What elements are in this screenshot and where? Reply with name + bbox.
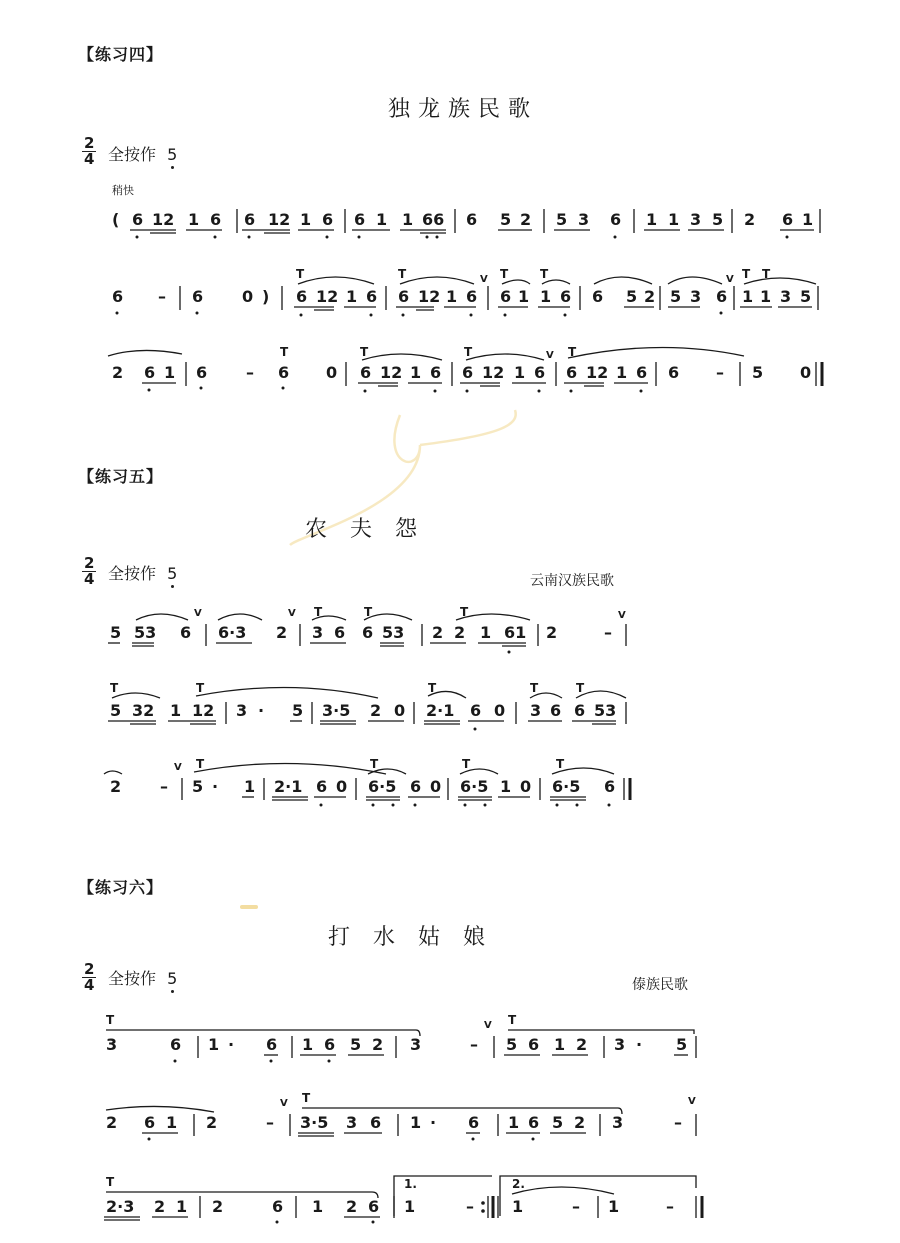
svg-text:T: T xyxy=(462,757,471,771)
svg-text:3: 3 xyxy=(410,1035,422,1054)
svg-text:6: 6 xyxy=(528,1113,540,1132)
svg-text:V: V xyxy=(288,608,296,619)
svg-text:12: 12 xyxy=(586,363,609,382)
svg-text:6: 6 xyxy=(192,287,204,306)
exercise-6-staff-line-1 xyxy=(0,1010,900,1068)
exercise-4-staff-line-3 xyxy=(0,342,900,398)
svg-text:2: 2 xyxy=(206,1113,218,1132)
svg-text:1: 1 xyxy=(164,363,176,382)
svg-text:2: 2 xyxy=(520,210,532,229)
svg-text:1: 1 xyxy=(608,1197,620,1216)
fingering-label: 全按作 xyxy=(108,564,157,583)
svg-text:6: 6 xyxy=(528,1035,540,1054)
svg-text:2: 2 xyxy=(346,1197,358,1216)
svg-text:–: – xyxy=(266,1113,274,1132)
svg-text:6·3: 6·3 xyxy=(218,623,247,642)
svg-text:1: 1 xyxy=(646,210,658,229)
svg-text:6: 6 xyxy=(716,287,728,306)
svg-text:V: V xyxy=(194,608,202,619)
exercise-5-label: 【练习五】 xyxy=(78,467,164,486)
svg-text:6: 6 xyxy=(112,287,124,306)
svg-text:T: T xyxy=(762,268,771,281)
svg-text:2: 2 xyxy=(372,1035,384,1054)
svg-text:T: T xyxy=(742,268,751,281)
svg-text:–: – xyxy=(160,777,168,796)
svg-text:1: 1 xyxy=(446,287,458,306)
svg-text:6: 6 xyxy=(398,287,410,306)
svg-text:3: 3 xyxy=(530,701,542,720)
svg-text:0: 0 xyxy=(800,363,812,382)
svg-text:6: 6 xyxy=(636,363,648,382)
exercise-5-fingering xyxy=(108,561,177,584)
svg-text:3: 3 xyxy=(106,1035,118,1054)
svg-text:2: 2 xyxy=(454,623,466,642)
exercise-6-title: 打 水 姑 娘 xyxy=(328,925,493,950)
svg-text:T: T xyxy=(500,268,509,281)
watermark-mark xyxy=(240,905,258,909)
time-sig-top: 2 xyxy=(84,554,95,572)
svg-text:6: 6 xyxy=(244,210,256,229)
svg-text:2·3: 2·3 xyxy=(106,1197,135,1216)
svg-text:1: 1 xyxy=(188,210,200,229)
svg-text:1: 1 xyxy=(166,1113,178,1132)
svg-text:1: 1 xyxy=(512,1197,524,1216)
svg-text:0: 0 xyxy=(394,701,406,720)
svg-text:T: T xyxy=(370,757,379,771)
svg-text:6: 6 xyxy=(566,363,578,382)
svg-text:6: 6 xyxy=(370,1113,382,1132)
svg-text:1: 1 xyxy=(312,1197,324,1216)
svg-text:1: 1 xyxy=(554,1035,566,1054)
fingering-note: 5 xyxy=(167,969,178,988)
svg-text:12: 12 xyxy=(482,363,505,382)
svg-text:6: 6 xyxy=(782,210,794,229)
exercise-4-label: 【练习四】 xyxy=(78,45,164,64)
exercise-5-origin: 云南汉族民歌 xyxy=(530,573,614,589)
svg-text:6: 6 xyxy=(368,1197,380,1216)
svg-text:3·5: 3·5 xyxy=(300,1113,329,1132)
svg-text:6: 6 xyxy=(550,701,562,720)
svg-text:T: T xyxy=(196,681,205,695)
svg-text:T: T xyxy=(314,605,323,619)
exercise-6-origin: 傣族民歌 xyxy=(632,977,688,993)
exercise-6-time-signature xyxy=(82,962,96,993)
svg-text:5: 5 xyxy=(676,1035,688,1054)
svg-text:3: 3 xyxy=(612,1113,624,1132)
svg-text:V: V xyxy=(484,1020,492,1031)
exercise-6-staff-line-3 xyxy=(0,1166,900,1230)
svg-text:12: 12 xyxy=(418,287,441,306)
svg-text:1: 1 xyxy=(170,701,182,720)
svg-text:T: T xyxy=(428,681,437,695)
svg-text:5: 5 xyxy=(292,701,304,720)
svg-text:6: 6 xyxy=(668,363,680,382)
svg-text:53: 53 xyxy=(134,623,157,642)
svg-text:T: T xyxy=(106,1175,115,1189)
svg-text:1: 1 xyxy=(300,210,312,229)
svg-text:V: V xyxy=(618,610,626,621)
svg-text:T: T xyxy=(508,1013,517,1027)
svg-text:T: T xyxy=(576,681,585,695)
svg-text:1: 1 xyxy=(346,287,358,306)
svg-text:–: – xyxy=(470,1035,478,1054)
svg-text:3: 3 xyxy=(614,1035,626,1054)
svg-text:6: 6 xyxy=(430,363,442,382)
svg-text:V: V xyxy=(546,350,554,361)
svg-text:V: V xyxy=(174,762,182,773)
svg-text:6: 6 xyxy=(470,701,482,720)
exercise-6-label: 【练习六】 xyxy=(78,878,164,897)
svg-text:6: 6 xyxy=(468,1113,480,1132)
svg-text:1: 1 xyxy=(402,210,414,229)
svg-text:6: 6 xyxy=(500,287,512,306)
svg-text:6: 6 xyxy=(324,1035,336,1054)
svg-text:6·5: 6·5 xyxy=(368,777,397,796)
exercise-4-title: 独龙族民歌 xyxy=(388,97,539,122)
svg-text:6: 6 xyxy=(560,287,572,306)
exercise-6-fingering xyxy=(108,966,177,989)
svg-text:1: 1 xyxy=(176,1197,188,1216)
exercise-5-title: 农 夫 怨 xyxy=(305,517,425,542)
exercise-4-staff-line-2 xyxy=(0,268,900,324)
svg-text:0: 0 xyxy=(520,777,532,796)
svg-text:0: 0 xyxy=(336,777,348,796)
svg-text:5: 5 xyxy=(506,1035,518,1054)
svg-text:T: T xyxy=(464,345,473,359)
svg-text:32: 32 xyxy=(132,701,155,720)
volta-1: 1. xyxy=(404,1177,417,1191)
svg-text:5: 5 xyxy=(552,1113,564,1132)
svg-text:6: 6 xyxy=(610,210,622,229)
svg-text:1: 1 xyxy=(404,1197,416,1216)
exercise-5-time-signature xyxy=(82,556,96,587)
svg-text:–: – xyxy=(572,1197,580,1216)
svg-text:3: 3 xyxy=(690,287,702,306)
svg-text:V: V xyxy=(280,1098,288,1109)
svg-text:2: 2 xyxy=(644,287,656,306)
svg-text:–: – xyxy=(716,363,724,382)
svg-text:–: – xyxy=(666,1197,674,1216)
fingering-label: 全按作 xyxy=(108,969,157,988)
svg-text:0: 0 xyxy=(242,287,254,306)
exercise-5-staff-line-1 xyxy=(0,604,900,658)
svg-text:6·5: 6·5 xyxy=(460,777,489,796)
svg-text:12: 12 xyxy=(152,210,175,229)
svg-text:2: 2 xyxy=(432,623,444,642)
svg-text:53: 53 xyxy=(594,701,617,720)
exercise-6-staff-line-2 xyxy=(0,1088,900,1146)
svg-text:12: 12 xyxy=(192,701,215,720)
svg-text:T: T xyxy=(530,681,539,695)
svg-text:6: 6 xyxy=(132,210,144,229)
svg-text:–: – xyxy=(466,1197,474,1216)
svg-text:2: 2 xyxy=(106,1113,118,1132)
svg-text:3: 3 xyxy=(780,287,792,306)
exercise-5-staff-line-2 xyxy=(0,680,900,736)
svg-text:–: – xyxy=(246,363,254,382)
svg-text:T: T xyxy=(460,605,469,619)
svg-text:6: 6 xyxy=(354,210,366,229)
svg-text:3: 3 xyxy=(312,623,324,642)
svg-text:3: 3 xyxy=(578,210,590,229)
exercise-4-time-signature xyxy=(82,136,96,167)
svg-text:V: V xyxy=(726,274,734,285)
svg-text:6: 6 xyxy=(592,287,604,306)
time-sig-bottom: 4 xyxy=(84,976,95,994)
svg-text:1: 1 xyxy=(742,287,754,306)
svg-text:6: 6 xyxy=(144,363,156,382)
svg-text:5: 5 xyxy=(110,701,122,720)
svg-text:–: – xyxy=(158,287,166,306)
svg-text:1: 1 xyxy=(616,363,628,382)
svg-text:T: T xyxy=(360,345,369,359)
svg-text:6: 6 xyxy=(170,1035,182,1054)
svg-text:·: · xyxy=(430,1113,437,1132)
svg-text:1: 1 xyxy=(514,363,526,382)
svg-text:V: V xyxy=(480,274,488,285)
svg-text:3: 3 xyxy=(236,701,248,720)
svg-text:0: 0 xyxy=(326,363,338,382)
svg-text:6: 6 xyxy=(466,210,478,229)
svg-text:1: 1 xyxy=(376,210,388,229)
svg-text:6: 6 xyxy=(196,363,208,382)
time-sig-top: 2 xyxy=(84,960,95,978)
svg-text:5: 5 xyxy=(350,1035,362,1054)
svg-text:2: 2 xyxy=(154,1197,166,1216)
svg-text:5: 5 xyxy=(500,210,512,229)
svg-text:T: T xyxy=(302,1091,311,1105)
svg-text:): ) xyxy=(262,287,270,306)
exercise-5-staff-line-3 xyxy=(0,756,900,814)
svg-text:12: 12 xyxy=(316,287,339,306)
svg-text:1: 1 xyxy=(302,1035,314,1054)
svg-text:T: T xyxy=(568,345,577,359)
svg-text:3: 3 xyxy=(690,210,702,229)
svg-text:·: · xyxy=(228,1035,235,1054)
svg-text:2: 2 xyxy=(276,623,288,642)
svg-text:6·5: 6·5 xyxy=(552,777,581,796)
svg-text:6: 6 xyxy=(410,777,422,796)
svg-text:5: 5 xyxy=(752,363,764,382)
svg-text:6: 6 xyxy=(278,363,290,382)
svg-text:6: 6 xyxy=(316,777,328,796)
svg-text:3: 3 xyxy=(346,1113,358,1132)
svg-text:·: · xyxy=(258,701,265,720)
svg-text:5: 5 xyxy=(110,623,122,642)
svg-text:2: 2 xyxy=(744,210,756,229)
svg-text:5: 5 xyxy=(670,287,682,306)
svg-text:T: T xyxy=(280,345,289,359)
svg-text:1: 1 xyxy=(760,287,772,306)
exercise-4-tempo: 稍快 xyxy=(112,184,134,197)
svg-text:2: 2 xyxy=(212,1197,224,1216)
svg-text:3·5: 3·5 xyxy=(322,701,351,720)
svg-text:53: 53 xyxy=(382,623,405,642)
svg-text:6: 6 xyxy=(462,363,474,382)
fingering-label: 全按作 xyxy=(108,145,157,164)
fingering-note: 5 xyxy=(167,145,178,164)
svg-text:1: 1 xyxy=(410,363,422,382)
svg-text:0: 0 xyxy=(494,701,506,720)
svg-text:2·1: 2·1 xyxy=(274,777,303,796)
svg-text:1: 1 xyxy=(540,287,552,306)
svg-text:5: 5 xyxy=(626,287,638,306)
svg-text:6: 6 xyxy=(180,623,192,642)
svg-text:6: 6 xyxy=(534,363,546,382)
svg-text:6: 6 xyxy=(272,1197,284,1216)
svg-text:2: 2 xyxy=(574,1113,586,1132)
exercise-4-staff-line-1 xyxy=(0,195,900,245)
volta-2: 2. xyxy=(512,1177,525,1191)
svg-text:6: 6 xyxy=(466,287,478,306)
svg-text:T: T xyxy=(110,681,119,695)
svg-text:1: 1 xyxy=(518,287,530,306)
svg-text:·: · xyxy=(636,1035,643,1054)
svg-text:T: T xyxy=(540,268,549,281)
svg-text:5: 5 xyxy=(556,210,568,229)
svg-text:1: 1 xyxy=(480,623,492,642)
svg-text:·: · xyxy=(212,777,219,796)
svg-text:1: 1 xyxy=(244,777,256,796)
svg-text:T: T xyxy=(106,1013,115,1027)
svg-text:6: 6 xyxy=(334,623,346,642)
svg-text:66: 66 xyxy=(422,210,445,229)
svg-text:5: 5 xyxy=(712,210,724,229)
svg-text:T: T xyxy=(398,268,407,281)
svg-text:6: 6 xyxy=(266,1035,278,1054)
svg-text:5: 5 xyxy=(192,777,204,796)
svg-text:2: 2 xyxy=(370,701,382,720)
svg-text:12: 12 xyxy=(268,210,291,229)
svg-text:5: 5 xyxy=(800,287,812,306)
svg-text:12: 12 xyxy=(380,363,403,382)
fingering-note: 5 xyxy=(167,564,178,583)
svg-text:1: 1 xyxy=(208,1035,220,1054)
svg-text:T: T xyxy=(364,605,373,619)
svg-text:1: 1 xyxy=(668,210,680,229)
svg-text:T: T xyxy=(296,268,305,281)
svg-text:1: 1 xyxy=(508,1113,520,1132)
open-paren: ( xyxy=(112,210,120,229)
svg-text:2: 2 xyxy=(110,777,122,796)
svg-text:2·1: 2·1 xyxy=(426,701,455,720)
svg-text:0: 0 xyxy=(430,777,442,796)
svg-text:1: 1 xyxy=(500,777,512,796)
svg-text:6: 6 xyxy=(210,210,222,229)
svg-text:V: V xyxy=(688,1096,696,1107)
svg-text:6: 6 xyxy=(360,363,372,382)
time-sig-bottom: 4 xyxy=(84,570,95,588)
svg-text:6: 6 xyxy=(604,777,616,796)
svg-text:2: 2 xyxy=(546,623,558,642)
svg-text:6: 6 xyxy=(574,701,586,720)
svg-text:–: – xyxy=(674,1113,682,1132)
time-sig-bottom: 4 xyxy=(84,150,95,168)
exercise-4-fingering xyxy=(108,142,177,165)
svg-text:T: T xyxy=(556,757,565,771)
time-sig-top: 2 xyxy=(84,134,95,152)
svg-text:6: 6 xyxy=(362,623,374,642)
svg-text:6: 6 xyxy=(296,287,308,306)
svg-text:2: 2 xyxy=(112,363,124,382)
svg-text:61: 61 xyxy=(504,623,527,642)
svg-text:T: T xyxy=(196,757,205,771)
svg-text:1: 1 xyxy=(410,1113,422,1132)
svg-text:–: – xyxy=(604,623,612,642)
svg-text:6: 6 xyxy=(366,287,378,306)
svg-text:6: 6 xyxy=(322,210,334,229)
svg-text:6: 6 xyxy=(144,1113,156,1132)
svg-text:2: 2 xyxy=(576,1035,588,1054)
svg-text:1: 1 xyxy=(802,210,814,229)
